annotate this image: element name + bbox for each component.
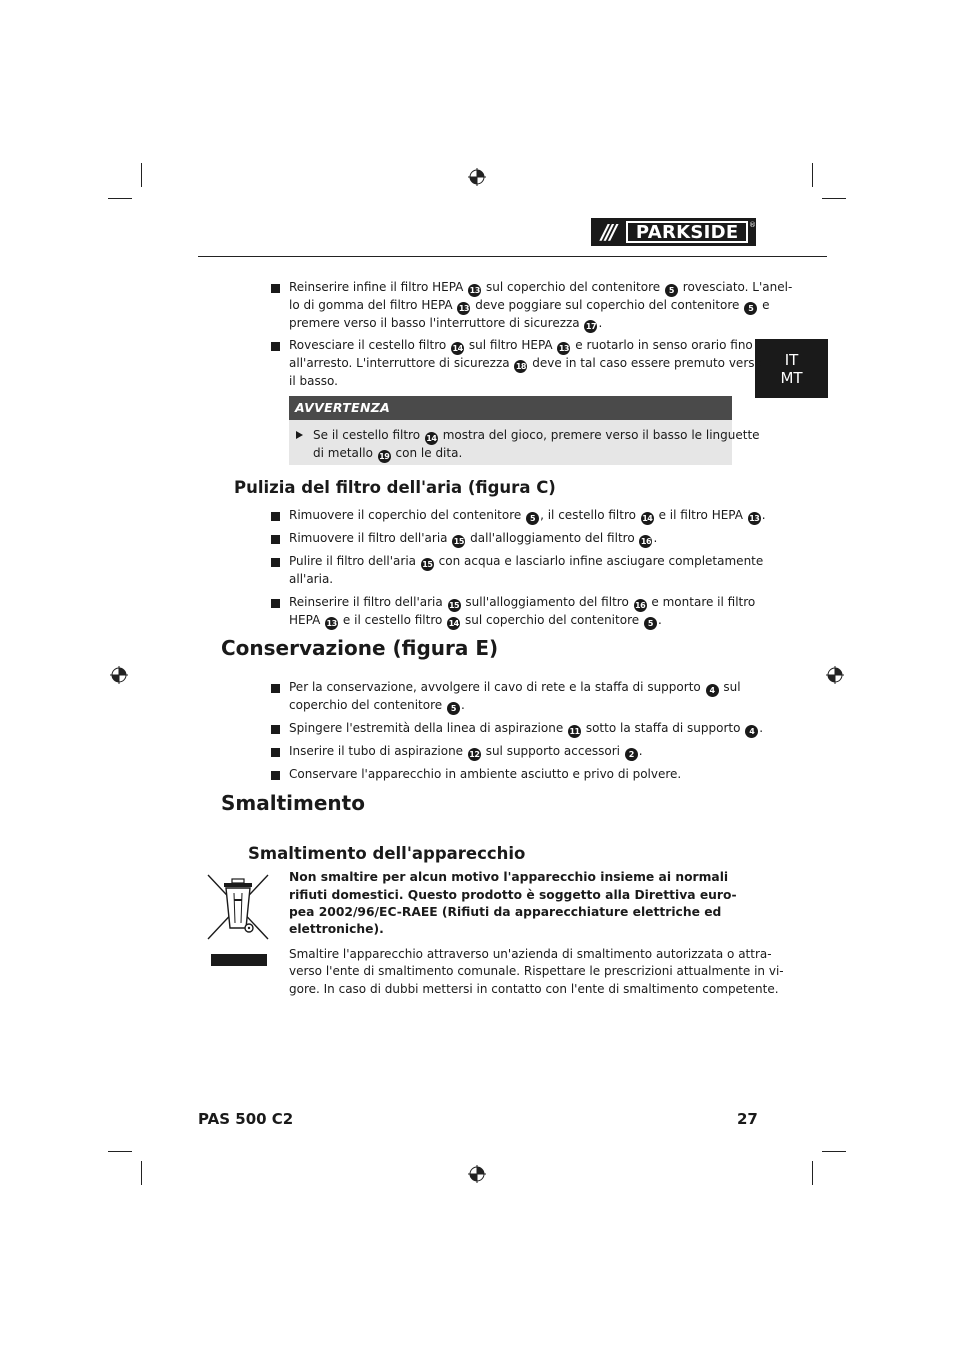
reference-number-badge: 5 <box>665 284 678 297</box>
text-segment: Spingere l'estremità della linea di aspirazione <box>289 721 568 735</box>
reference-number-badge: 16 <box>640 537 652 546</box>
crop-mark <box>108 198 132 199</box>
text-segment: sull'alloggiamento del filtro <box>461 595 633 609</box>
crop-mark <box>812 163 813 187</box>
text-segment: Per la conservazione, avvolgere il cavo di rete e la staffa di supporto <box>289 680 705 694</box>
text-segment: Pulire il filtro dell'aria <box>289 554 420 568</box>
warning-title: AVVERTENZA <box>295 400 391 415</box>
list-item-line <box>289 507 766 525</box>
bullet-icon <box>271 771 280 780</box>
registration-mark-icon <box>468 1165 486 1183</box>
disposal-bold-line: elettroniche). <box>289 922 384 936</box>
header-rule <box>198 256 827 257</box>
disposal-bold-line: Non smaltire per alcun motivo l'apparecchio insieme ai normali <box>289 870 729 884</box>
reference-number-badge: 14 <box>642 514 653 523</box>
reference-number-badge: 13 <box>469 286 480 295</box>
reference-number-badge: 16 <box>635 601 646 610</box>
text-segment: . <box>761 508 766 522</box>
section-heading: Conservazione (figura E) <box>221 636 499 660</box>
language-tab-line2: MT <box>780 368 803 387</box>
reference-number-badge: 17 <box>585 322 597 331</box>
warning-line <box>313 445 462 463</box>
reference-number-badge: 18 <box>515 362 526 371</box>
text-segment: e ruotarlo in senso orario fino <box>571 338 753 352</box>
language-tab-line1: IT <box>784 350 799 369</box>
text-segment: mostra del gioco, premere verso il basso le linguette <box>438 428 760 442</box>
reference-number-badge: 5 <box>644 617 657 630</box>
list-item-line <box>289 720 763 738</box>
text-segment: premere verso il basso l'interruttore di sicurezza <box>289 316 584 330</box>
list-item-line <box>289 571 333 589</box>
text-segment: e il filtro HEPA <box>654 508 747 522</box>
text-segment: sotto la staffa di supporto <box>582 721 745 735</box>
weee-bar-icon <box>211 954 267 966</box>
text-segment: Reinserire infine il filtro HEPA <box>289 280 468 294</box>
language-tab <box>755 339 828 398</box>
bullet-icon <box>271 535 280 544</box>
disposal-line: gore. In caso di dubbi mettersi in contatto con l'ente di smaltimento competente. <box>289 982 779 996</box>
text-segment: lo di gomma del filtro HEPA <box>289 298 457 312</box>
logo-registered-mark: ® <box>749 221 756 229</box>
text-segment: con acqua e lasciarlo infine asciugare completamente <box>434 554 764 568</box>
bullet-icon <box>271 599 280 608</box>
list-item-line <box>289 337 753 355</box>
disposal-line: Smaltire l'apparecchio attraverso un'azienda di smaltimento autorizzata o attra- <box>289 947 772 961</box>
text-segment: sul <box>719 680 741 694</box>
reference-number-badge: 4 <box>745 725 758 738</box>
reference-number-badge: 14 <box>448 619 459 628</box>
list-item-line <box>289 297 769 315</box>
text-segment: e <box>758 298 770 312</box>
bullet-icon <box>271 558 280 567</box>
list-item-line <box>289 766 681 784</box>
reference-number-badge: 15 <box>453 537 464 546</box>
reference-number-badge: 15 <box>448 601 460 610</box>
reference-number-badge: 11 <box>569 727 580 736</box>
reference-number-badge: 14 <box>426 434 437 443</box>
text-segment: . <box>598 316 603 330</box>
section-heading: Pulizia del filtro dell'aria (figura C) <box>234 478 556 497</box>
disposal-line: verso l'ente di smaltimento comunale. Rispettare le prescrizioni attualmente in vi- <box>289 964 784 978</box>
list-item-line <box>289 355 762 373</box>
registration-mark-icon <box>110 666 128 684</box>
text-segment: . <box>653 531 658 545</box>
bullet-icon <box>271 748 280 757</box>
text-segment: sul coperchio del contenitore <box>461 613 643 627</box>
reference-number-badge: 13 <box>458 304 469 313</box>
list-item-line <box>289 530 657 548</box>
reference-number-badge: 14 <box>452 344 463 353</box>
text-segment: il basso. <box>289 374 338 388</box>
registration-mark-icon <box>826 666 844 684</box>
text-segment: . <box>460 698 465 712</box>
text-segment: rovesciato. L'anel- <box>678 280 793 294</box>
section-heading: Smaltimento <box>221 791 365 815</box>
text-segment: coperchio del contenitore <box>289 698 446 712</box>
reference-number-badge: 19 <box>379 452 390 461</box>
reference-number-badge: 13 <box>749 514 760 523</box>
crop-mark <box>812 1161 813 1185</box>
text-segment: Inserire il tubo di aspirazione <box>289 744 467 758</box>
reference-number-badge: 13 <box>558 344 569 353</box>
text-segment: e montare il filtro <box>647 595 756 609</box>
list-item-line <box>289 594 755 612</box>
list-item-line <box>289 315 602 333</box>
bullet-icon <box>271 684 280 693</box>
text-segment: Rovesciare il cestello filtro <box>289 338 451 352</box>
parkside-logo <box>591 218 756 246</box>
registration-mark-icon <box>468 168 486 186</box>
arrow-bullet-icon <box>296 431 303 439</box>
text-segment: Reinserire il filtro dell'aria <box>289 595 447 609</box>
crop-mark <box>141 163 142 187</box>
text-segment: , il cestello filtro <box>540 508 640 522</box>
text-segment: Rimuovere il coperchio del contenitore <box>289 508 526 522</box>
list-item-line <box>289 743 643 761</box>
crop-mark <box>822 198 846 199</box>
text-segment: con le dita. <box>391 446 463 460</box>
list-item-line <box>289 279 792 297</box>
text-segment: . <box>657 613 662 627</box>
reference-number-badge: 5 <box>447 702 460 715</box>
reference-number-badge: 12 <box>469 750 480 759</box>
list-item-line <box>289 697 465 715</box>
text-segment: deve poggiare sul coperchio del contenitore <box>471 298 744 312</box>
text-segment: . <box>638 744 643 758</box>
text-segment: HEPA <box>289 613 325 627</box>
text-segment: . <box>759 721 764 735</box>
text-segment: sul coperchio del contenitore <box>482 280 664 294</box>
bullet-icon <box>271 725 280 734</box>
text-segment: e il cestello filtro <box>339 613 447 627</box>
reference-number-badge: 13 <box>326 619 337 628</box>
disposal-bold-line: pea 2002/96/EC-RAEE (Rifiuti da apparecchiature elettriche ed <box>289 905 722 919</box>
text-segment: all'arresto. L'interruttore di sicurezza <box>289 356 514 370</box>
list-item-line <box>289 679 741 697</box>
logo-wordmark: PARKSIDE <box>626 221 748 243</box>
list-item-line <box>289 373 338 391</box>
disposal-bold-line: rifiuti domestici. Questo prodotto è soggetto alla Direttiva euro- <box>289 888 737 902</box>
crop-mark <box>141 1161 142 1185</box>
text-segment: Rimuovere il filtro dell'aria <box>289 531 452 545</box>
text-segment: sul filtro HEPA <box>465 338 557 352</box>
text-segment: di metallo <box>313 446 377 460</box>
crop-mark <box>822 1151 846 1152</box>
crop-mark <box>108 1151 132 1152</box>
reference-number-badge: 5 <box>744 302 757 315</box>
footer-model: PAS 500 C2 <box>198 1110 294 1128</box>
bullet-icon <box>271 342 280 351</box>
text-segment: Conservare l'apparecchio in ambiente asciutto e privo di polvere. <box>289 767 682 781</box>
reference-number-badge: 15 <box>422 560 433 569</box>
reference-number-badge: 4 <box>706 684 719 697</box>
warning-line <box>313 427 760 445</box>
text-segment: all'aria. <box>289 572 334 586</box>
section-subheading: Smaltimento dell'apparecchio <box>248 844 526 863</box>
bullet-icon <box>271 512 280 521</box>
reference-number-badge: 2 <box>625 748 638 761</box>
text-segment: Se il cestello filtro <box>313 428 424 442</box>
text-segment: dall'alloggiamento del filtro <box>466 531 639 545</box>
reference-number-badge: 5 <box>526 512 539 525</box>
list-item-line <box>289 553 763 571</box>
list-item-line <box>289 612 662 630</box>
bullet-icon <box>271 284 280 293</box>
text-segment: sul supporto accessori <box>481 744 624 758</box>
weee-crossed-bin-icon <box>206 873 270 943</box>
page-number: 27 <box>737 1110 758 1128</box>
text-segment: deve in tal caso essere premuto verso <box>528 356 762 370</box>
logo-stripes-icon: /// <box>601 220 615 244</box>
